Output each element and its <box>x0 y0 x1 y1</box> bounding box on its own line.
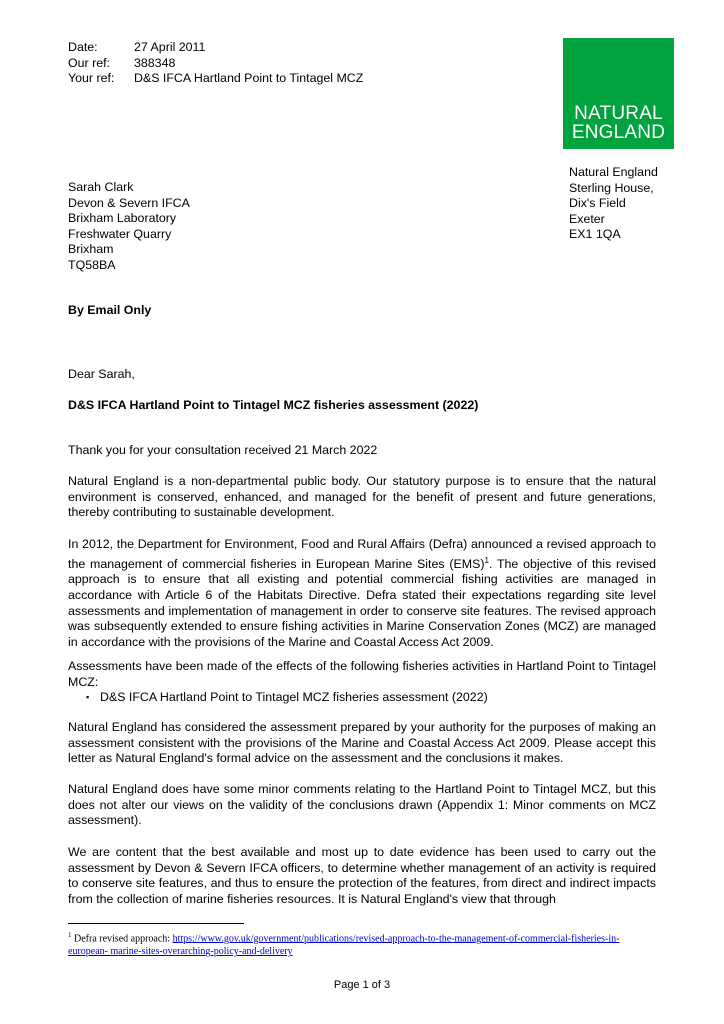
recipient-address-line: TQ58BA <box>68 257 116 272</box>
p3-before: In 2012, the Department for Environment, Food and Rural Affairs (Defra) announced a revised approach to the management of commercial fisheries in European Marine Sites (EMS) <box>68 537 656 571</box>
p3 <box>68 537 656 650</box>
sender-address-line: Dix's Field <box>569 196 626 211</box>
recipient-address <box>68 180 190 274</box>
logo-line-1: NATURAL <box>574 103 663 124</box>
sender-address-line: EX1 1QA <box>569 227 621 242</box>
sender-address-line: Sterling House, <box>569 180 654 195</box>
p4: Assessments have been made of the effects of the following fisheries activities in Hartland Point to Tintagel MCZ: <box>68 659 656 689</box>
your-ref-value: D&S IFCA Hartland Point to Tintagel MCZ <box>134 71 364 86</box>
footnote <box>68 929 668 958</box>
bullet-marker: ▪ <box>86 692 90 702</box>
recipient-address-line: Brixham Laboratory <box>68 211 177 226</box>
footnote-reference: 1 <box>484 555 489 565</box>
date-label: Date: <box>68 40 98 54</box>
our-ref-value: 388348 <box>134 55 176 70</box>
natural-england-logo <box>563 38 674 149</box>
p7: We are content that the best available and most up to date evidence has been used to carry out the assessment by Devon & Severn IFCA officers, to determine whether management of an activity is required to conserve site features, and thus to ensure the protection of the features, from direct and indirect impacts from the collection of marine fisheries resources. It is Natural England's view that through <box>68 845 656 906</box>
delivery-note: By Email Only <box>68 303 152 317</box>
sender-address-line: Natural England <box>569 165 658 179</box>
footnote-link[interactable]: https://www.gov.uk/government/publications/revised-approach-to-the-management-of-commercial-fisheries-in- <box>172 933 620 945</box>
recipient-address-line: Devon & Severn IFCA <box>68 195 190 210</box>
footnote-number: 1 <box>68 931 72 939</box>
p3-after: . The objective of this revised approach is to ensure that all existing and potential commercial fishing activities are managed in accordance with Article 6 of the Habitats Directive. Defra stated their expectations regarding site level assessments and implementation of management in order to conserve site features. The revised approach was subsequently extended to ensure fishing activities in Marine Conservation Zones (MCZ) are managed in accordance with the provisions of the Marine and Coastal Access Act 2009. <box>68 556 656 649</box>
salutation: Dear Sarah, <box>68 367 135 381</box>
recipient-address-line: Sarah Clark <box>68 180 134 194</box>
sender-address <box>569 165 658 243</box>
recipient-address-line: Freshwater Quarry <box>68 226 172 241</box>
reference-block <box>68 40 363 87</box>
recipient-address-line: Brixham <box>68 242 114 257</box>
bullet-item <box>68 690 656 706</box>
p2: Natural England is a non-departmental public body. Our statutory purpose is to ensure that the natural environment is conserved, enhanced, and managed for the benefit of present and future generations, thereby contributing to sustainable development. <box>68 474 656 520</box>
p1: Thank you for your consultation received 21 March 2022 <box>68 443 378 457</box>
your-ref-label: Your ref: <box>68 71 115 86</box>
date-value: 27 April 2011 <box>134 40 206 54</box>
page-number: Page 1 of 3 <box>333 979 391 991</box>
footnote-link-continued[interactable]: european- marine-sites-overarching-policy-and-delivery <box>68 946 293 958</box>
footnote-label: Defra revised approach: <box>74 933 173 945</box>
bullet-text: D&S IFCA Hartland Point to Tintagel MCZ fisheries assessment (2022) <box>100 690 488 704</box>
logo-line-2: ENGLAND <box>571 122 666 143</box>
sender-address-line: Exeter <box>569 211 605 226</box>
p6: Natural England does have some minor comments relating to the Hartland Point to Tintagel MCZ, but this does not alter our views on the validity of the conclusions drawn (Appendix 1: Minor comments on MCZ assessment). <box>68 782 656 828</box>
our-ref-label: Our ref: <box>68 55 110 70</box>
subject-line: D&S IFCA Hartland Point to Tintagel MCZ fisheries assessment (2022) <box>68 398 479 412</box>
p5: Natural England has considered the assessment prepared by your authority for the purposes of making an assessment consistent with the provisions of the Marine and Coastal Access Act 2009. Please accept this letter as Natural England's formal advice on the assessment and the conclusions it makes. <box>68 720 656 766</box>
footnote-divider <box>68 923 244 924</box>
